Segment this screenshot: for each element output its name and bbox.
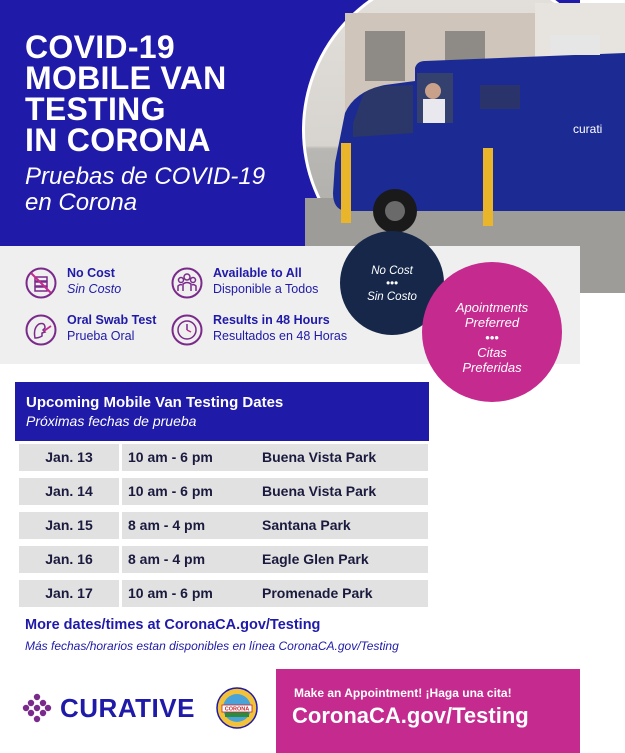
hero-title: COVID-19 MOBILE VAN TESTING IN CORONA — [25, 29, 227, 158]
time-cell: 10 am - 6 pm — [122, 444, 250, 471]
hero-subtitle: Pruebas de COVID-19 en Corona — [25, 163, 266, 216]
schedule-title: Upcoming Mobile Van Testing Dates — [26, 394, 284, 411]
curative-logo — [22, 690, 195, 726]
appointments-badge: Apointments Preferred ••• Citas Preferidas — [422, 262, 562, 402]
time-cell: 10 am - 6 pm — [122, 580, 250, 607]
feature-title: Available to All — [213, 266, 302, 280]
location-cell: Buena Vista Park — [248, 444, 428, 471]
more-dates-spanish: Más fechas/horarios estan disponibles en línea CoronaCA.gov/Testing — [25, 639, 399, 653]
time-cell: 8 am - 4 pm — [122, 546, 250, 573]
table-row — [15, 512, 429, 539]
swab-icon — [25, 314, 57, 346]
corona-seal-icon — [216, 687, 258, 729]
location-cell: Santana Park — [248, 512, 428, 539]
clock-icon — [171, 314, 203, 346]
seal-text: CORONA — [224, 706, 250, 713]
feature-desc: Prueba Oral — [67, 329, 135, 343]
date-cell: Jan. 15 — [19, 512, 119, 539]
location-cell: Eagle Glen Park — [248, 546, 428, 573]
feature-desc: Disponible a Todos — [213, 282, 319, 296]
schedule-panel — [15, 382, 429, 609]
feature-no-cost — [25, 266, 121, 299]
date-cell: Jan. 17 — [19, 580, 119, 607]
feature-title: Results in 48 Hours — [213, 313, 330, 327]
time-cell: 10 am - 6 pm — [122, 478, 250, 505]
date-cell: Jan. 13 — [19, 444, 119, 471]
time-cell: 8 am - 4 pm — [122, 512, 250, 539]
feature-desc: Resultados en 48 Horas — [213, 329, 348, 343]
more-dates-link[interactable]: More dates/times at CoronaCA.gov/Testing — [25, 617, 321, 633]
van-brand-text: curati — [573, 122, 603, 136]
date-cell: Jan. 14 — [19, 478, 119, 505]
no-cost-badge: No Cost ••• Sin Costo — [340, 231, 444, 335]
feature-title: No Cost — [67, 266, 115, 280]
people-icon — [171, 267, 203, 299]
feature-title: Oral Swab Test — [67, 313, 157, 327]
table-row — [15, 478, 429, 505]
date-cell: Jan. 16 — [19, 546, 119, 573]
feature-oral-swab — [25, 313, 156, 346]
appointment-cta[interactable] — [276, 669, 580, 753]
location-cell: Buena Vista Park — [248, 478, 428, 505]
schedule-subtitle: Próximas fechas de prueba — [26, 413, 197, 429]
cta-heading: Make an Appointment! ¡Haga una cita! — [294, 686, 512, 700]
table-row — [15, 546, 429, 573]
no-cost-icon — [25, 267, 57, 299]
schedule-table — [15, 441, 429, 609]
hero-banner — [0, 0, 603, 246]
curative-dots-icon — [22, 693, 52, 723]
table-row — [15, 444, 429, 471]
location-cell: Promenade Park — [248, 580, 428, 607]
feature-desc: Sin Costo — [67, 282, 122, 296]
curative-logo-text: CURATIVE — [60, 692, 195, 723]
feature-results — [171, 313, 347, 346]
cta-url-link[interactable]: CoronaCA.gov/Testing — [292, 703, 529, 728]
table-row — [15, 580, 429, 607]
feature-available — [171, 266, 318, 299]
